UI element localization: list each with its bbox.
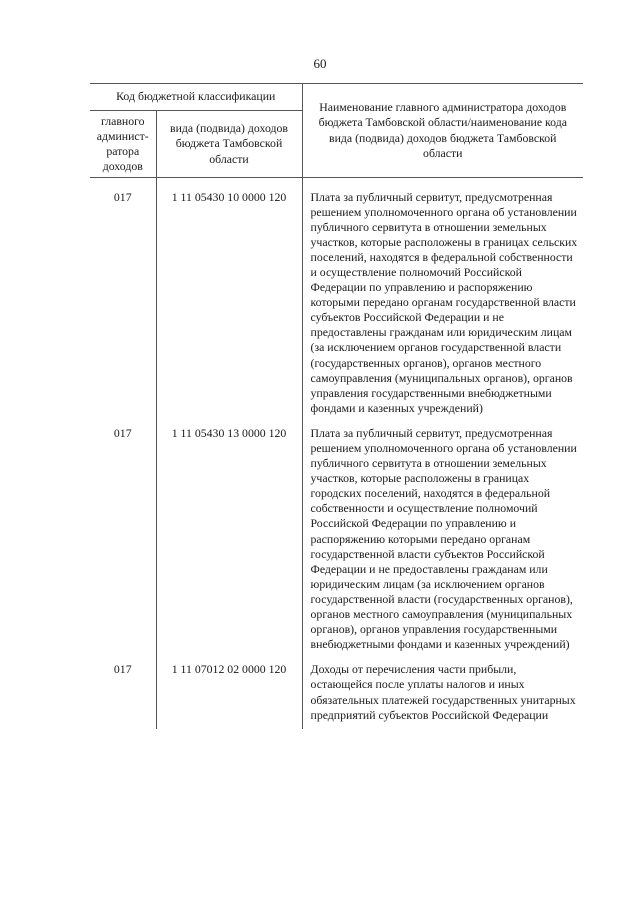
row-revenue-code: 1 11 07012 02 0000 120 xyxy=(156,658,302,728)
page-number: 60 xyxy=(313,56,327,71)
revenue-classification-table xyxy=(90,83,583,729)
row-admin-code: 017 xyxy=(90,186,156,422)
row-revenue-code: 1 11 05430 13 0000 120 xyxy=(156,422,302,658)
header-name-column: Наименование главного администратора доходов бюджета Тамбовской области/наименование кода вида (подвида) доходов бюджета Тамбовской области xyxy=(302,84,583,178)
header-budget-classification-code: Код бюджетной классификации xyxy=(90,84,302,111)
table-row xyxy=(90,422,583,658)
header-chief-administrator: главного админист-ратора доходов xyxy=(90,111,156,178)
table-row xyxy=(90,658,583,728)
header-revenue-type-code: вида (подвида) доходов бюджета Тамбовской области xyxy=(156,111,302,178)
table-header-row xyxy=(90,84,583,111)
table-gap xyxy=(90,178,583,186)
row-admin-code: 017 xyxy=(90,422,156,658)
row-revenue-name: Плата за публичный сервитут, предусмотренная решением уполномоченного органа об установлении публичного сервитута в отношении земельных участков, которые расположены в границах сельских поселений, находятся в федеральной собственности и осуществление полномочий Российской Федерации по управлению и распоряжению которыми передано органам государственной власти субъектов Российской Федерации и не предоставлены гражданам или юридическим лицам (за исключением органов государственной власти (государственных органов), органов местного самоуправления (муниципальных органов), органов управления государственными внебюджетными фондами и казенных учреждений) xyxy=(310,189,578,415)
table-row xyxy=(90,186,583,422)
row-admin-code: 017 xyxy=(90,658,156,728)
row-revenue-name: Доходы от перечисления части прибыли, остающейся после уплаты налогов и иных обязательных платежей государственных унитарных предприятий субъектов Российской Федерации xyxy=(310,662,576,722)
row-revenue-code: 1 11 05430 10 0000 120 xyxy=(156,186,302,422)
row-revenue-name: Плата за публичный сервитут, предусмотренная решением уполномоченного органа об установлении публичного сервитута в отношении земельных участков, которые расположены в границах городских поселений, находятся в федеральной собственности и осуществление полномочий Российской Федерации по управлению и распоряжению которыми передано органам государственной власти субъектов Российской Федерации и не предоставлены гражданам или юридическим лицам (за исключением органов государственной власти (государственных органов), органов местного самоуправления (муниципальных органов), органов управления государственными внебюджетными фондами и казенных учреждений) xyxy=(310,425,577,652)
